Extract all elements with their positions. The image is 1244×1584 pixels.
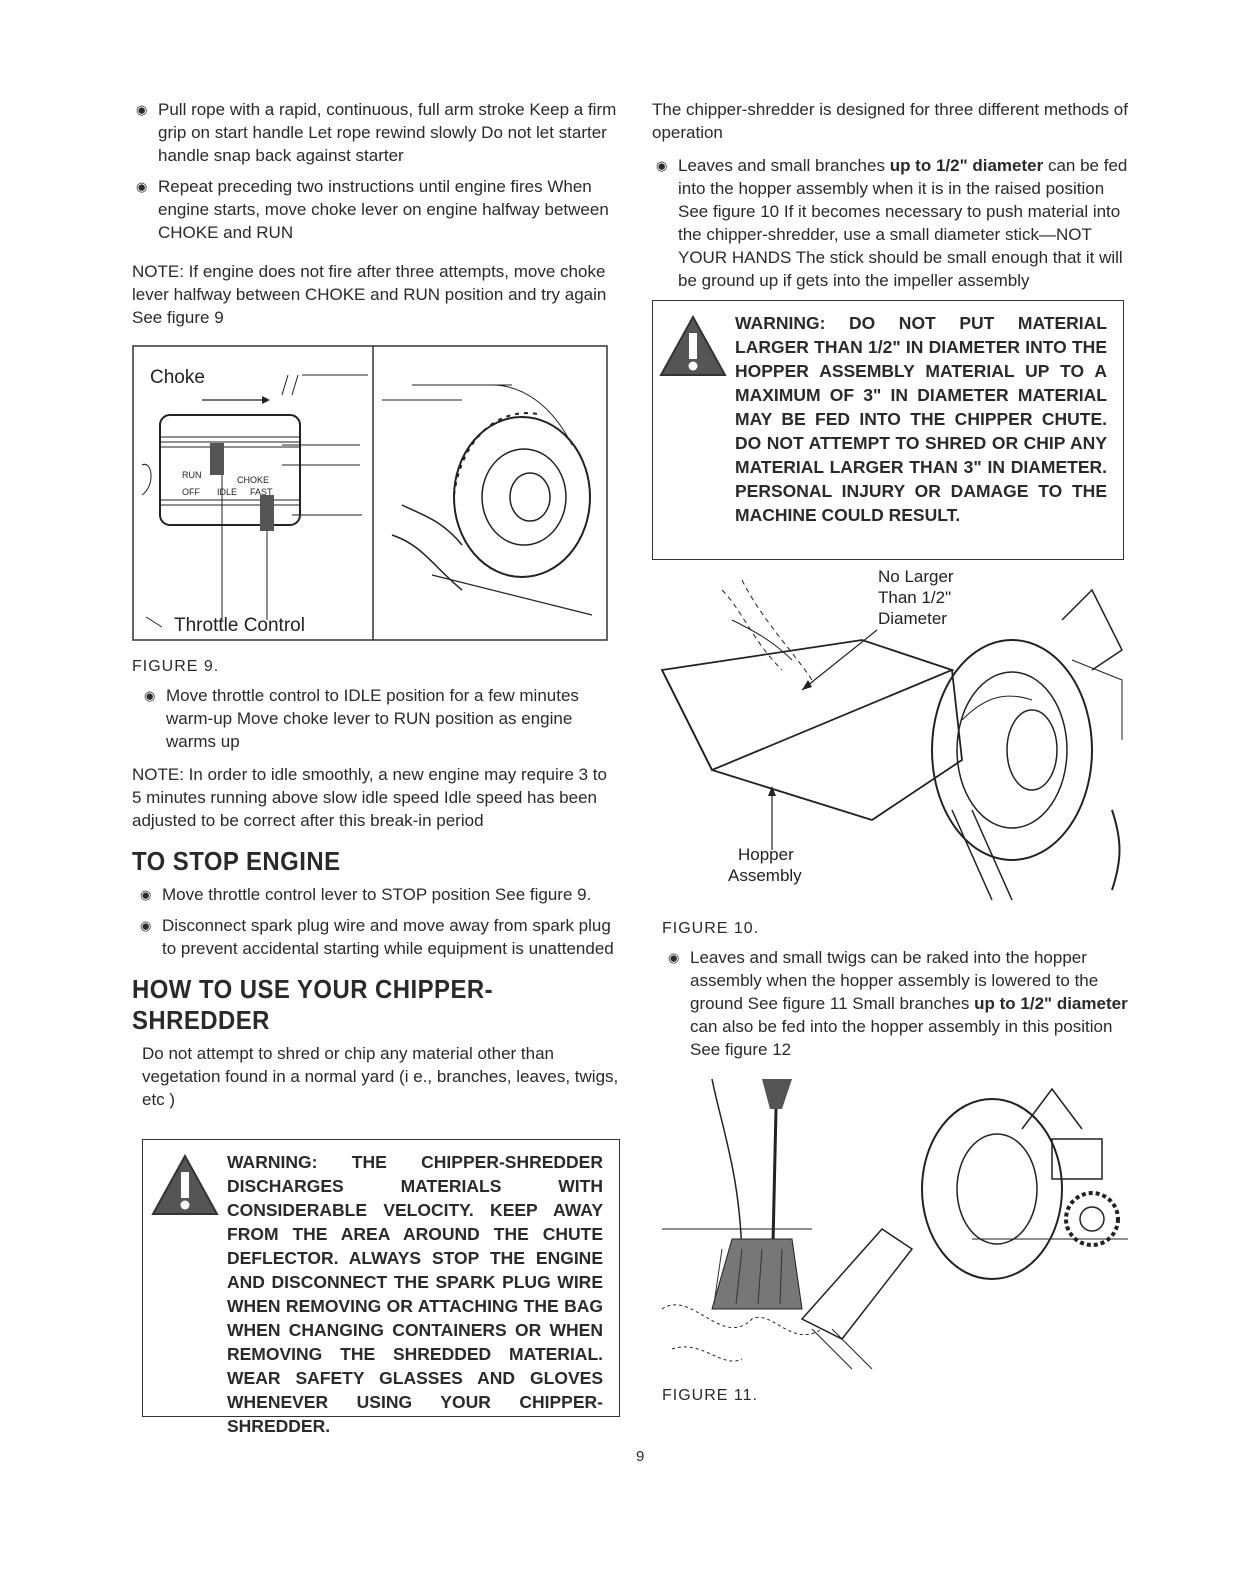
warning-box-discharge [142,1139,620,1436]
page-number: 9 [636,1448,645,1465]
figure-11-caption: FIGURE 11. [662,1387,758,1404]
fig10-size-label-line: Diameter [878,609,947,628]
fig9-run-label: RUN [182,470,202,480]
note-engine-not-firing: NOTE: If engine does not fire after three attempts, move choke lever halfway between CHOKE and RUN position and try again See figure 9 [132,262,607,327]
bullet-icon: ◉ [140,918,152,933]
warning-triangle-icon [151,1154,219,1216]
warning-text-discharge: WARNING: THE CHIPPER-SHREDDER DISCHARGES MATERIALS WITH CONSIDERABLE VELOCITY. KEEP AWAY FROM THE AREA AROUND THE CHUTE DEFLECTOR. ALWAYS STOP THE ENGINE AND DISCONNECT THE SPARK PLUG WIRE WHEN REMOVING OR ATTACHING THE BAG WHEN CHANGING CONTAINERS OR WHEN REMOVING THE SHREDDED MATERIAL. WEAR SAFETY GLASSES AND GLOVES WHENEVER USING YOUR CHIPPER-SHREDDER. [227,1152,603,1436]
intro-three-methods: The chipper-shredder is designed for three different methods of operation [652,100,1128,142]
figure-10 [652,560,1128,930]
bullet-pull-rope: ◉ Pull rope with a rapid, continuous, full arm stroke Keep a firm grip on start handle Let rope rewind slowly Do not let starter handle snap back against starter [136,100,617,165]
bullet-icon: ◉ [656,158,668,173]
bullet-icon: ◉ [144,688,156,703]
bullet-icon: ◉ [140,887,152,902]
fig10-hopper-label-line: Assembly [728,866,802,885]
bullet-stop-throttle: ◉ Move throttle control lever to STOP position See figure 9. [140,885,592,904]
right-column [652,98,1128,1413]
figure-9-caption: FIGURE 9. [132,658,220,675]
fig10-size-label-line: Than 1/2" [878,588,952,607]
bullet-disconnect-plug: ◉ Disconnect spark plug wire and move away from spark plug to prevent accidental starting while equipment is unattended [140,916,614,958]
fig10-hopper-label-line: Hopper [738,845,794,864]
fig10-size-label [878,567,958,628]
fig9-throttle-label: Throttle Control [174,615,305,636]
figure-11-illustration [652,1069,1128,1389]
bullet-raised-position: ◉ Leaves and small branches up to 1/2" diameter can be fed into the hopper assembly when it is in the raised position See figure 10 If it becomes necessary to push material into the chipper-shredder, use a small diameter stick—NOT YOUR HANDS The stick should be small enough that it will be ground up if gets into the impeller assembly [656,156,1128,290]
heading-how-to-use: HOW TO USE YOUR CHIPPER-SHREDDER [132,974,494,1035]
fig9-choke-small-label: CHOKE [237,475,270,485]
fig10-size-label-line: No Larger [878,567,954,586]
figure-10-caption: FIGURE 10. [662,920,760,937]
figure-10-illustration [652,560,1128,930]
figure-9-illustration [132,345,608,641]
figure-11 [652,1069,1128,1389]
figure-9 [132,345,620,676]
bullet-lowered-position: ◉ Leaves and small twigs can be raked into the hopper assembly when the hopper assembly is lowered to the ground See figure 11 Small branches up to 1/2" diameter can also be fed into the hopper assembly in this position See figure 12 [668,948,1128,1059]
heading-to-stop-engine: TO STOP ENGINE [132,846,341,876]
fig9-idle-label: IDLE [217,487,238,497]
intro-how-to-use: Do not attempt to shred or chip any material other than vegetation found in a normal yard (i e., branches, leaves, twigs, etc ) [142,1044,619,1109]
note-idle: NOTE: In order to idle smoothly, a new engine may require 3 to 5 minutes running above slow idle speed Idle speed has been adjusted to be correct after this break-in period [132,765,607,830]
bullet-icon: ◉ [136,179,148,194]
bullet-warmup: ◉ Move throttle control to IDLE position for a few minutes warm-up Move choke lever to RUN position as engine warms up [144,686,579,751]
left-column [132,98,620,1436]
bullet-icon: ◉ [136,102,148,117]
fig9-fast-label: FAST [250,487,273,497]
warning-text-material-size: WARNING: DO NOT PUT MATERIAL LARGER THAN 1/2" IN DIAMETER INTO THE HOPPER ASSEMBLY MATERIAL UP TO A MAXIMUM OF 3" IN DIAMETER MATERIAL MAY BE FED INTO THE CHIPPER CHUTE. DO NOT ATTEMPT TO SHRED OR CHIP ANY MATERIAL LARGER THAN 3" IN DIAMETER. PERSONAL INJURY OR DAMAGE TO THE MACHINE COULD RESULT. [735,313,1107,525]
fig9-choke-label: Choke [150,367,205,388]
warning-triangle-icon [659,315,727,377]
fig10-hopper-label [728,845,802,885]
bullet-repeat: ◉ Repeat preceding two instructions until engine fires When engine starts, move choke lever on engine halfway between CHOKE and RUN [136,177,609,242]
bullet-icon: ◉ [668,950,680,965]
warning-box-material-size [652,300,1124,560]
fig9-off-label: OFF [182,487,200,497]
